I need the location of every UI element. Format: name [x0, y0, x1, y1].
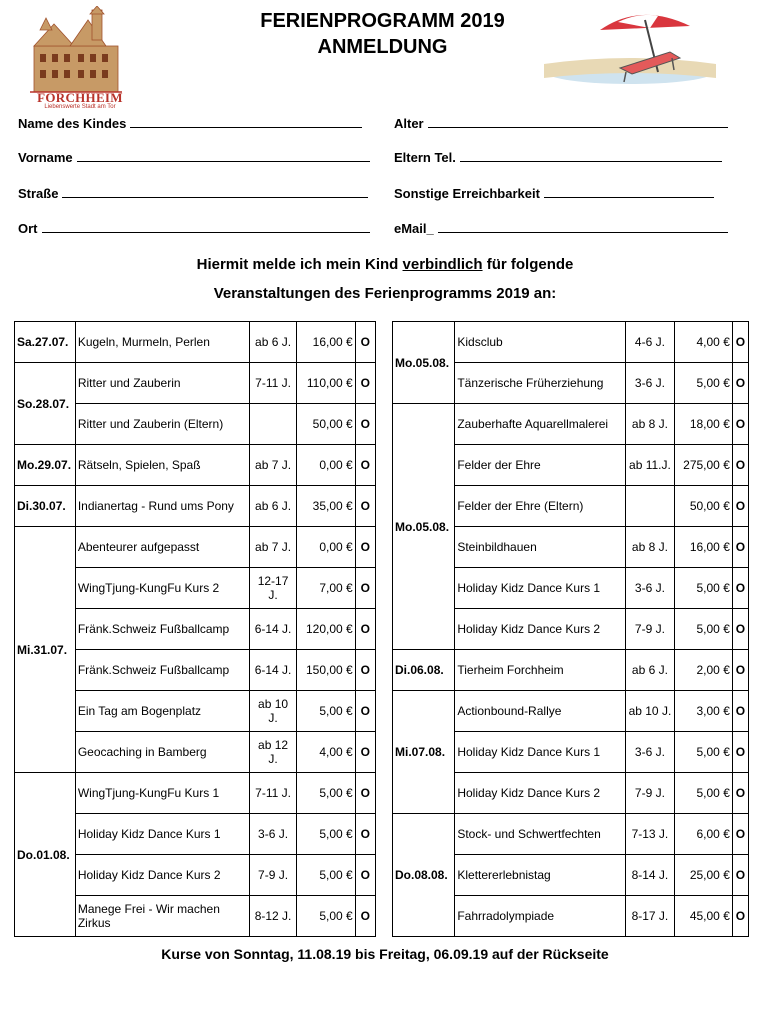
intro-text-end: für folgende	[482, 256, 574, 273]
course-name: Klettererlebnistag	[455, 855, 626, 896]
course-name: Holiday Kidz Dance Kurs 1	[75, 814, 249, 855]
course-name: Kugeln, Murmeln, Perlen	[75, 322, 249, 363]
course-name: Holiday Kidz Dance Kurs 2	[75, 855, 249, 896]
street-label: Straße	[18, 186, 59, 201]
course-name: Fränk.Schweiz Fußballcamp	[75, 609, 249, 650]
course-name: Fränk.Schweiz Fußballcamp	[75, 650, 249, 691]
checkbox-mark[interactable]: O	[355, 486, 375, 527]
day-label: Do.01.08.	[15, 773, 76, 937]
age-range: ab 7 J.	[250, 527, 297, 568]
age-range: 7-9 J.	[250, 855, 297, 896]
other-contact-label: Sonstige Erreichbarkeit	[394, 186, 540, 201]
checkbox-mark[interactable]: O	[732, 855, 748, 896]
checkbox-mark[interactable]: O	[732, 363, 748, 404]
checkbox-mark[interactable]: O	[732, 773, 748, 814]
price: 16,00 €	[296, 322, 355, 363]
checkbox-mark[interactable]: O	[355, 568, 375, 609]
table-row	[393, 650, 749, 691]
city-label: Ort	[18, 221, 38, 236]
age-range: 7-11 J.	[250, 363, 297, 404]
age-range: ab 11.J.	[626, 445, 674, 486]
table-row	[15, 773, 376, 814]
course-name: Ritter und Zauberin	[75, 363, 249, 404]
age-range: ab 12 J.	[250, 732, 297, 773]
footer-note: Kurse von Sonntag, 11.08.19 bis Freitag, 06.09.19 auf der Rückseite	[161, 946, 609, 962]
course-name: Holiday Kidz Dance Kurs 2	[455, 773, 626, 814]
course-name: Tierheim Forchheim	[455, 650, 626, 691]
age-range: 6-14 J.	[250, 650, 297, 691]
program-table-right	[392, 321, 749, 937]
checkbox-mark[interactable]: O	[355, 322, 375, 363]
checkbox-mark[interactable]: O	[355, 896, 375, 937]
age-range: 8-14 J.	[626, 855, 674, 896]
price: 50,00 €	[674, 486, 732, 527]
intro-line-2: Veranstaltungen des Ferienprogramms 2019 an:	[213, 285, 557, 302]
course-name: Geocaching in Bamberg	[75, 732, 249, 773]
beach-umbrella-icon	[540, 8, 720, 88]
course-name: WingTjung-KungFu Kurs 2	[75, 568, 249, 609]
checkbox-mark[interactable]: O	[732, 404, 748, 445]
checkbox-mark[interactable]: O	[355, 773, 375, 814]
day-label: Mi.31.07.	[15, 527, 76, 773]
age-range	[250, 404, 297, 445]
street-field[interactable]	[18, 185, 368, 201]
intro-text: Hiermit melde ich mein Kind	[196, 256, 403, 273]
parents-tel-field[interactable]	[394, 149, 722, 165]
email-field[interactable]	[394, 220, 728, 236]
course-name: Abenteurer aufgepasst	[75, 527, 249, 568]
child-name-label: Name des Kindes	[18, 116, 127, 131]
price: 16,00 €	[674, 527, 732, 568]
price: 275,00 €	[674, 445, 732, 486]
day-label: Mo.05.08.	[393, 322, 455, 404]
table-row	[15, 322, 376, 363]
price: 5,00 €	[296, 896, 355, 937]
age-range: 7-9 J.	[626, 773, 674, 814]
price: 5,00 €	[674, 732, 732, 773]
course-name: Holiday Kidz Dance Kurs 2	[455, 609, 626, 650]
course-name: Ein Tag am Bogenplatz	[75, 691, 249, 732]
checkbox-mark[interactable]: O	[732, 527, 748, 568]
table-row	[393, 814, 749, 855]
age-range: 3-6 J.	[250, 814, 297, 855]
checkbox-mark[interactable]: O	[732, 609, 748, 650]
age-label: Alter	[394, 116, 424, 131]
age-range: 6-14 J.	[250, 609, 297, 650]
course-name: Actionbound-Rallye	[455, 691, 626, 732]
price: 18,00 €	[674, 404, 732, 445]
price: 120,00 €	[296, 609, 355, 650]
course-name: Manege Frei - Wir machen Zirkus	[75, 896, 249, 937]
price: 110,00 €	[296, 363, 355, 404]
price: 0,00 €	[296, 445, 355, 486]
price: 5,00 €	[296, 773, 355, 814]
checkbox-mark[interactable]: O	[355, 445, 375, 486]
checkbox-mark[interactable]: O	[732, 896, 748, 937]
checkbox-mark[interactable]: O	[355, 732, 375, 773]
checkbox-mark[interactable]: O	[732, 322, 748, 363]
firstname-field[interactable]	[18, 149, 370, 165]
table-row	[393, 404, 749, 445]
course-name: Felder der Ehre	[455, 445, 626, 486]
day-label: Di.06.08.	[393, 650, 455, 691]
checkbox-mark[interactable]: O	[355, 814, 375, 855]
parents-tel-label: Eltern Tel.	[394, 150, 456, 165]
table-row	[15, 445, 376, 486]
checkbox-mark[interactable]: O	[732, 486, 748, 527]
page-title	[190, 8, 575, 60]
checkbox-mark[interactable]: O	[355, 691, 375, 732]
age-range: 4-6 J.	[626, 322, 674, 363]
intro-line-1	[0, 256, 770, 273]
day-label: Mi.07.08.	[393, 691, 455, 814]
age-range: 12-17 J.	[250, 568, 297, 609]
day-label: So.28.07.	[15, 363, 76, 445]
city-input[interactable]	[42, 220, 370, 233]
age-range: ab 8 J.	[626, 527, 674, 568]
age-range: ab 10 J.	[250, 691, 297, 732]
price: 7,00 €	[296, 568, 355, 609]
other-contact-input[interactable]	[544, 185, 714, 198]
price: 5,00 €	[674, 568, 732, 609]
other-contact-field[interactable]	[394, 185, 714, 201]
age-field[interactable]	[394, 115, 728, 131]
course-name: Stock- und Schwertfechten	[455, 814, 626, 855]
child-name-input[interactable]	[130, 115, 362, 128]
age-range: 3-6 J.	[626, 732, 674, 773]
table-row	[15, 363, 376, 404]
course-name: Indianertag - Rund ums Pony	[75, 486, 249, 527]
checkbox-mark[interactable]: O	[355, 609, 375, 650]
age-range: ab 6 J.	[250, 486, 297, 527]
price: 4,00 €	[674, 322, 732, 363]
course-name: Ritter und Zauberin (Eltern)	[75, 404, 249, 445]
price: 6,00 €	[674, 814, 732, 855]
checkbox-mark[interactable]: O	[355, 527, 375, 568]
child-name-field[interactable]	[18, 115, 362, 131]
logo-text: FORCHHEIM	[37, 90, 123, 105]
course-name: Steinbildhauen	[455, 527, 626, 568]
logo-subtitle: Liebenswerte Stadt am Tor	[44, 104, 116, 110]
checkbox-mark[interactable]: O	[355, 363, 375, 404]
price: 2,00 €	[674, 650, 732, 691]
title-line-1: FERIENPROGRAMM 2019	[260, 10, 505, 32]
age-range	[626, 486, 674, 527]
price: 35,00 €	[296, 486, 355, 527]
firstname-label: Vorname	[18, 150, 73, 165]
checkbox-mark[interactable]: O	[732, 568, 748, 609]
checkbox-mark[interactable]: O	[732, 732, 748, 773]
price: 45,00 €	[674, 896, 732, 937]
age-range: 8-17 J.	[626, 896, 674, 937]
parents-tel-input[interactable]	[460, 149, 722, 162]
email-label: eMail_	[394, 221, 434, 236]
table-row	[15, 527, 376, 568]
checkbox-mark[interactable]: O	[732, 691, 748, 732]
checkbox-mark[interactable]: O	[355, 404, 375, 445]
email-input[interactable]	[438, 220, 728, 233]
price: 3,00 €	[674, 691, 732, 732]
age-range: 3-6 J.	[626, 363, 674, 404]
price: 5,00 €	[674, 773, 732, 814]
price: 0,00 €	[296, 527, 355, 568]
price: 25,00 €	[674, 855, 732, 896]
price: 5,00 €	[674, 609, 732, 650]
course-name: Holiday Kidz Dance Kurs 1	[455, 568, 626, 609]
checkbox-mark[interactable]: O	[732, 814, 748, 855]
age-range: 7-13 J.	[626, 814, 674, 855]
price: 150,00 €	[296, 650, 355, 691]
day-label: Do.08.08.	[393, 814, 455, 937]
price: 5,00 €	[674, 363, 732, 404]
course-name: Fahrradolympiade	[455, 896, 626, 937]
course-name: Zauberhafte Aquarellmalerei	[455, 404, 626, 445]
course-name: Felder der Ehre (Eltern)	[455, 486, 626, 527]
firstname-input[interactable]	[77, 149, 370, 162]
price: 5,00 €	[296, 814, 355, 855]
course-name: WingTjung-KungFu Kurs 1	[75, 773, 249, 814]
price: 5,00 €	[296, 691, 355, 732]
day-label: Di.30.07.	[15, 486, 76, 527]
title-line-2: ANMELDUNG	[317, 36, 448, 58]
age-range: ab 8 J.	[626, 404, 674, 445]
checkbox-mark[interactable]: O	[732, 445, 748, 486]
checkbox-mark[interactable]: O	[355, 855, 375, 896]
age-range: 3-6 J.	[626, 568, 674, 609]
day-label: Mo.05.08.	[393, 404, 455, 650]
street-input[interactable]	[62, 185, 368, 198]
price: 5,00 €	[296, 855, 355, 896]
age-input[interactable]	[428, 115, 728, 128]
age-range: ab 10 J.	[626, 691, 674, 732]
program-table-left	[14, 321, 376, 937]
course-name: Holiday Kidz Dance Kurs 1	[455, 732, 626, 773]
day-label: Sa.27.07.	[15, 322, 76, 363]
table-row	[393, 322, 749, 363]
age-range: 7-11 J.	[250, 773, 297, 814]
table-row	[15, 486, 376, 527]
price: 50,00 €	[296, 404, 355, 445]
age-range: ab 6 J.	[250, 322, 297, 363]
course-name: Tänzerische Früherziehung	[455, 363, 626, 404]
intro-underlined: verbindlich	[402, 256, 483, 273]
age-range: ab 7 J.	[250, 445, 297, 486]
table-row	[393, 691, 749, 732]
day-label: Mo.29.07.	[15, 445, 76, 486]
course-name: Rätseln, Spielen, Spaß	[75, 445, 249, 486]
city-field[interactable]	[18, 220, 370, 236]
age-range: 7-9 J.	[626, 609, 674, 650]
age-range: 8-12 J.	[250, 896, 297, 937]
age-range: ab 6 J.	[626, 650, 674, 691]
course-name: Kidsclub	[455, 322, 626, 363]
checkbox-mark[interactable]: O	[732, 650, 748, 691]
checkbox-mark[interactable]: O	[355, 650, 375, 691]
price: 4,00 €	[296, 732, 355, 773]
